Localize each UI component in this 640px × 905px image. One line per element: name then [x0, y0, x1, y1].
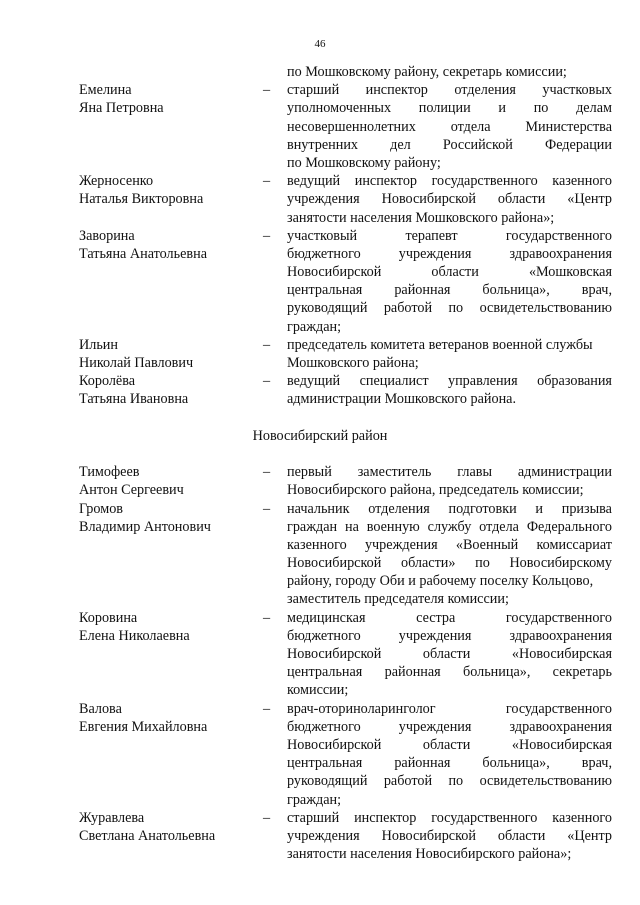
word: центральная — [287, 755, 363, 772]
document-line — [0, 81, 640, 99]
member-name: Владимир Антонович — [79, 518, 211, 535]
word: здравоохранения — [509, 627, 612, 644]
word: Новосибирскому — [509, 555, 612, 572]
word: участковый — [287, 227, 358, 244]
document-line — [0, 736, 640, 754]
role-description — [287, 627, 612, 645]
word: комиссии; — [287, 682, 349, 699]
word: больница», — [463, 664, 531, 681]
word: занятости населения Мошковского района»; — [287, 209, 555, 226]
role-description — [287, 318, 612, 336]
document-line — [0, 245, 640, 263]
word: руководящий — [287, 773, 368, 790]
member-name: Журавлева — [79, 809, 145, 826]
word: учреждения — [398, 627, 472, 644]
member-name: Громов — [79, 500, 123, 517]
word: здравоохранения — [509, 245, 612, 262]
word: государственного — [431, 809, 538, 826]
role-description — [287, 299, 612, 317]
document-line — [0, 791, 640, 809]
word: секретарь — [552, 664, 612, 681]
role-description — [287, 536, 612, 554]
member-name: Евгения Михайловна — [79, 718, 208, 735]
word: старший — [287, 809, 340, 826]
word: главы — [457, 464, 492, 481]
section-heading-row — [0, 427, 640, 445]
role-description — [287, 99, 612, 117]
role-description — [287, 63, 612, 81]
word: Новосибирской — [287, 646, 382, 662]
word: «Новосибирская — [511, 646, 612, 662]
word: отделения — [368, 500, 430, 517]
word: ведущий — [287, 373, 341, 390]
document-line — [0, 718, 640, 736]
word: казенного — [287, 536, 347, 553]
member-name: Тимофеев — [79, 464, 140, 481]
role-description — [287, 736, 612, 754]
document-line — [0, 754, 640, 772]
member-name: Ильин — [79, 336, 118, 353]
dash-separator: – — [263, 809, 271, 826]
role-description — [287, 118, 612, 136]
document-line — [0, 354, 640, 372]
word: участковых — [542, 82, 612, 99]
word: по — [475, 555, 490, 572]
word: государственного — [505, 227, 612, 244]
word: учреждения — [287, 827, 360, 844]
role-description — [287, 172, 612, 190]
word: казенного — [552, 173, 612, 190]
word: учреждения — [398, 718, 472, 735]
word: центральная — [287, 664, 363, 681]
word: «Новосибирская — [511, 736, 612, 753]
document-line — [0, 190, 640, 208]
word: врач, — [581, 755, 612, 772]
member-name: Валова — [79, 700, 122, 717]
role-description — [287, 463, 612, 481]
role-description — [287, 227, 612, 245]
word: больница», — [482, 755, 550, 772]
blank-line — [0, 445, 640, 463]
word: области — [422, 646, 471, 662]
word: государственного — [431, 173, 538, 190]
role-description — [287, 481, 612, 499]
word: государственного — [505, 609, 612, 626]
word: призыва — [561, 500, 612, 517]
document-line — [0, 390, 640, 408]
document-line — [0, 263, 640, 281]
word: области — [422, 736, 471, 753]
word: бюджетного — [287, 627, 361, 644]
word: администрации — [517, 464, 612, 481]
document-line — [0, 99, 640, 117]
document-line — [0, 299, 640, 317]
document-line — [0, 481, 640, 499]
role-description — [287, 809, 612, 827]
word: врач-оториноларинголог — [287, 700, 436, 717]
word: области» — [400, 555, 456, 572]
document-line — [0, 681, 640, 699]
dash-separator: – — [263, 173, 271, 190]
word: граждан; — [287, 791, 342, 808]
word: специалист — [359, 373, 429, 390]
word: подготовки — [448, 500, 517, 517]
document-line — [0, 318, 640, 336]
word: инспектор — [354, 809, 417, 826]
document-line — [0, 154, 640, 172]
page-number: 46 — [314, 38, 326, 50]
word: освидетельствованию — [479, 300, 612, 317]
document-line — [0, 209, 640, 227]
role-description — [287, 336, 612, 354]
document-line — [0, 463, 640, 481]
role-description — [287, 518, 612, 536]
document-line — [0, 809, 640, 827]
dash-separator: – — [263, 500, 271, 517]
dash-separator: – — [263, 336, 271, 353]
document-line — [0, 645, 640, 663]
role-description — [287, 136, 612, 154]
word: по — [533, 100, 549, 117]
document-line — [0, 572, 640, 590]
document-line — [0, 536, 640, 554]
word: Новосибирской — [287, 555, 382, 572]
word: управления — [448, 373, 518, 390]
role-description — [287, 700, 612, 718]
word: заместитель председателя комиссии; — [287, 591, 509, 608]
word: медицинская — [287, 609, 366, 626]
word: и — [498, 100, 506, 117]
member-name: Антон Сергеевич — [79, 482, 184, 499]
member-name: Яна Петровна — [79, 100, 164, 117]
word: Федерации — [544, 136, 612, 153]
word: работой — [383, 773, 433, 790]
member-name: Николай Павлович — [79, 355, 194, 371]
word: Новосибирской — [381, 827, 476, 844]
document-body — [0, 63, 640, 863]
role-description — [287, 609, 612, 627]
word: «Мошковская — [528, 264, 612, 281]
document-line — [0, 372, 640, 390]
word: руководящий — [287, 300, 368, 317]
document-line — [0, 590, 640, 608]
document-line — [0, 663, 640, 681]
role-description — [287, 281, 612, 299]
dash-separator: – — [263, 373, 271, 390]
word: начальник — [287, 500, 350, 517]
role-description — [287, 390, 612, 408]
word: по — [448, 300, 464, 317]
word: здравоохранения — [509, 718, 612, 735]
role-description — [287, 81, 612, 99]
word: учреждения — [364, 536, 438, 553]
word: районная — [394, 755, 451, 772]
word: учреждения — [287, 191, 360, 208]
word: уполномоченных — [287, 100, 392, 117]
word: инспектор — [365, 82, 428, 99]
document-line — [0, 118, 640, 136]
dash-separator: – — [263, 700, 271, 717]
word: отдела — [450, 118, 491, 135]
word: «Военный — [455, 536, 519, 553]
section-heading: Новосибирский район — [252, 427, 388, 444]
member-name: Елена Николаевна — [79, 627, 190, 644]
word: сестра — [416, 609, 456, 626]
role-description — [287, 500, 612, 518]
dash-separator: – — [263, 227, 271, 244]
document-line — [0, 227, 640, 245]
word: терапевт — [405, 227, 458, 244]
word: военную — [366, 518, 420, 535]
role-description — [287, 663, 612, 681]
word: на — [344, 518, 359, 535]
role-description — [287, 372, 612, 390]
member-name: Емелина — [79, 82, 132, 99]
word: районная — [394, 282, 451, 299]
word: Федерального — [526, 518, 612, 535]
word: «Центр — [567, 191, 612, 208]
role-description — [287, 681, 612, 699]
role-description — [287, 354, 612, 372]
word: бюджетного — [287, 718, 361, 735]
word: отдела — [479, 518, 519, 535]
word: бюджетного — [287, 245, 361, 262]
word: граждан — [287, 518, 338, 535]
role-description — [287, 209, 612, 227]
word: государственного — [505, 700, 612, 717]
document-line — [0, 172, 640, 190]
word: полиции — [418, 100, 471, 117]
word: Новосибирской — [381, 191, 476, 208]
word: Новосибирской — [287, 736, 382, 753]
word: ведущий — [287, 173, 341, 190]
word: району, городу Оби и рабочему поселку Кольцово, — [287, 573, 594, 590]
document-line — [0, 500, 640, 518]
word: «Центр — [567, 827, 612, 844]
blank-line — [0, 409, 640, 427]
role-description — [287, 154, 612, 172]
document-line — [0, 845, 640, 863]
dash-separator: – — [263, 82, 271, 99]
role-description — [287, 791, 612, 809]
word: комиссариат — [536, 536, 612, 553]
word: казенного — [552, 809, 612, 826]
word: Мошковского района; — [287, 355, 419, 371]
dash-separator: – — [263, 609, 271, 626]
word: по — [448, 773, 464, 790]
role-description — [287, 554, 612, 572]
document-line — [0, 772, 640, 790]
word: делам — [576, 100, 612, 117]
member-name: Коровина — [79, 609, 138, 626]
word: председатель комитета ветеранов военной службы — [287, 336, 593, 353]
member-name: Жерносенко — [79, 173, 154, 190]
member-name: Наталья Викторовна — [79, 191, 204, 208]
document-line — [0, 136, 640, 154]
document-line — [0, 700, 640, 718]
word: заместитель — [357, 464, 432, 481]
role-description — [287, 754, 612, 772]
document-line — [0, 63, 640, 81]
document-line — [0, 518, 640, 536]
document-line — [0, 281, 640, 299]
word: дел — [390, 136, 411, 153]
role-description — [287, 590, 612, 608]
document-line — [0, 336, 640, 354]
word: области — [497, 827, 546, 844]
role-description — [287, 245, 612, 263]
document-line — [0, 609, 640, 627]
word: и — [535, 500, 544, 517]
word: центральная — [287, 282, 363, 299]
document-line — [0, 627, 640, 645]
word: Новосибирской — [287, 264, 382, 281]
word: несовершеннолетних — [287, 118, 416, 135]
dash-separator: – — [263, 464, 271, 481]
role-description — [287, 772, 612, 790]
word: работой — [383, 300, 433, 317]
member-name: Татьяна Анатольевна — [79, 245, 207, 262]
role-description — [287, 190, 612, 208]
member-name: Заворина — [79, 227, 135, 244]
member-name: Королёва — [79, 373, 136, 390]
word: освидетельствованию — [479, 773, 612, 790]
word: врач, — [581, 282, 612, 299]
word: занятости населения Новосибирского района»; — [287, 846, 572, 863]
word: инспектор — [354, 173, 418, 190]
word: Новосибирского района, председатель комиссии; — [287, 482, 584, 499]
word: службу — [427, 518, 472, 535]
word: образования — [537, 373, 612, 390]
word: администрации Мошковского района. — [287, 391, 517, 408]
word: первый — [287, 464, 332, 481]
word: Российской — [442, 136, 513, 153]
role-description — [287, 263, 612, 281]
word: больница», — [482, 282, 550, 299]
document-line — [0, 554, 640, 572]
role-description — [287, 845, 612, 863]
word: отделения — [454, 82, 516, 99]
word: внутренних — [287, 136, 359, 153]
word: области — [497, 191, 546, 208]
role-description — [287, 718, 612, 736]
word: граждан; — [287, 318, 342, 335]
role-description — [287, 645, 612, 663]
role-description — [287, 827, 612, 845]
word: по Мошковскому району, секретарь комиссии; — [287, 64, 567, 80]
member-name: Татьяна Ивановна — [79, 391, 189, 408]
role-description — [287, 572, 612, 590]
member-name: Светлана Анатольевна — [79, 827, 216, 844]
word: районная — [384, 664, 441, 681]
word: старший — [287, 82, 340, 99]
word: Министерства — [525, 118, 612, 135]
word: учреждения — [398, 245, 472, 262]
word: по Мошковскому району; — [287, 154, 441, 171]
word: области — [431, 264, 479, 281]
document-line — [0, 827, 640, 845]
